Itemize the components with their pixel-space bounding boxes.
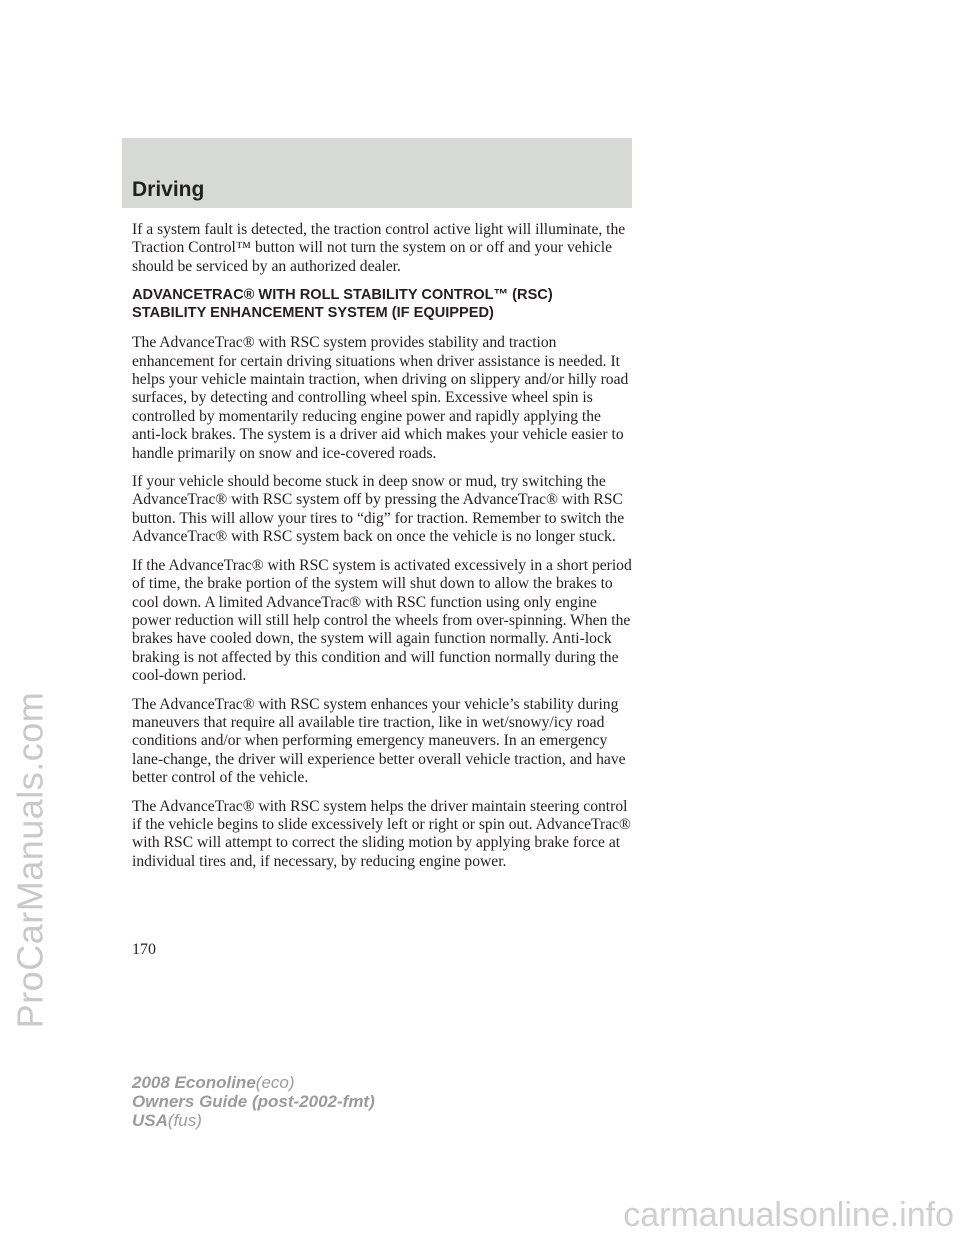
footer-model: 2008 Econoline <box>132 1073 256 1092</box>
paragraph-stability-enhancement: The AdvanceTrac® with RSC system enhances your vehicle’s stability during maneuvers that require all available tire traction, like in wet/snowy/icy road conditions and/or when performing emergency maneuvers. In an emergency lane-change, the driver will experience better overall vehicle traction, and have better control of the vehicle. <box>132 695 626 787</box>
footer-model-code: (eco) <box>255 1073 295 1092</box>
section-heading-line-2: STABILITY ENHANCEMENT SYSTEM (IF EQUIPPED) <box>132 305 494 322</box>
paragraph-steering-control: The AdvanceTrac® with RSC system helps the driver maintain steering control if the vehicle begins to slide excessively left or right or spin out. AdvanceTrac® with RSC will attempt to correct the sliding motion by applying brake force at individual tires and, if necessary, by reducing engine power. <box>132 797 631 870</box>
section-heading <box>132 286 632 322</box>
footer-line-1 <box>132 1073 375 1092</box>
document-footer <box>132 1073 375 1130</box>
footer-market: USA <box>132 1111 168 1130</box>
footer-market-code: (fus) <box>167 1111 202 1130</box>
side-watermark-text: ProCarManuals.com <box>9 691 50 1029</box>
side-watermark <box>4 500 56 1220</box>
paragraph-stuck-vehicle: If your vehicle should become stuck in deep snow or mud, try switching the AdvanceTrac® with RSC system off by pressing the AdvanceTrac® with RSC button. This will allow your tires to “dig” for traction. Remember to switch the AdvanceTrac® with RSC system back on once the vehicle is no longer stuck. <box>132 473 625 546</box>
paragraph-excessive-activation: If the AdvanceTrac® with RSC system is activated excessively in a short period of time, the brake portion of the system will shut down to allow the brakes to cool down. A limited AdvanceTrac® with RSC function using only engine power reduction will still help control the wheels from over-spinning. When the brakes have cooled down, the system will again function normally. Anti-lock braking is not affected by this condition and will function normally during the cool-down period. <box>132 556 632 685</box>
footer-line-3 <box>132 1111 375 1130</box>
bottom-watermark: carmanualsonline.info <box>623 1196 954 1234</box>
footer-guide-title: Owners Guide (post-2002-fmt) <box>132 1092 375 1111</box>
section-title: Driving <box>132 178 205 201</box>
page-number: 170 <box>132 941 156 958</box>
page-content <box>132 221 632 881</box>
paragraph-system-fault: If a system fault is detected, the traction control active light will illuminate, the Traction Control™ button will not turn the system on or off and your vehicle should be serviced by an authorized dealer. <box>132 221 626 275</box>
paragraph-system-overview: The AdvanceTrac® with RSC system provides stability and traction enhancement for certain driving situations when driver assistance is needed. It helps your vehicle maintain traction, when driving on slippery and/or hilly road surfaces, by detecting and controlling wheel spin. Excessive wheel spin is controlled by momentarily reducing engine power and rapidly applying the anti-lock brakes. The system is a driver aid which makes your vehicle easier to handle primarily on snow and ice-covered roads. <box>132 334 629 462</box>
footer-line-2 <box>132 1092 375 1111</box>
section-heading-line-1: ADVANCETRAC® WITH ROLL STABILITY CONTROL™ (RSC) <box>132 287 553 304</box>
